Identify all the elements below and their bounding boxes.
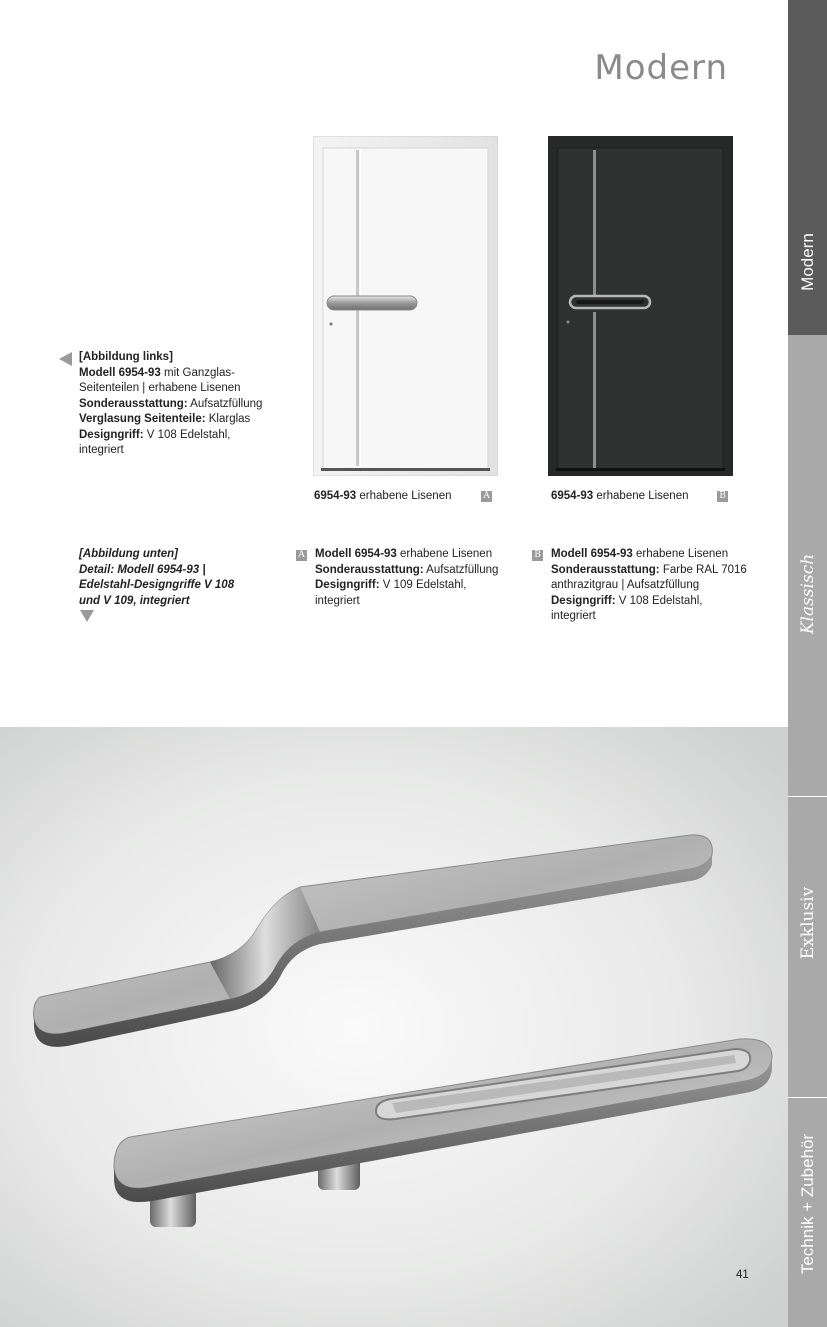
caption-heading: [Abbildung links] [79, 351, 173, 363]
door-b-caption-bold: 6954-93 [551, 490, 594, 502]
sidebar-tab-modern[interactable] [788, 0, 827, 335]
spec-a-extra-text: Aufsatzfüllung [423, 563, 499, 576]
sidebar-tab-label: Klassisch [797, 553, 818, 635]
sidebar-tab-label: Exklusiv [797, 886, 818, 960]
spec-b-model-label: Modell 6954-93 [551, 548, 633, 560]
arrow-left-icon [59, 352, 72, 366]
sidebar-tab-label: Technik + Zubehör [797, 1133, 817, 1275]
door-b-image [548, 136, 733, 476]
page-number: 41 [736, 1269, 749, 1281]
caption-handle-label: Designgriff: [79, 428, 144, 441]
caption-model-text: mit Ganzglas- [160, 366, 235, 379]
detail-caption-line: [Abbildung unten] [79, 548, 178, 560]
spec-a-model-text: erhabene Lisenen [396, 548, 493, 560]
page-title: Modern [594, 48, 728, 88]
door-a-caption [314, 489, 452, 505]
sidebar-tab-label: Modern [797, 233, 817, 291]
caption-line: Seitenteilen | erhabene Lisenen [79, 382, 241, 394]
spec-a-handle-text: V 109 Edelstahl, [379, 579, 467, 591]
spec-b-handle-text: V 108 Edelstahl, [615, 594, 703, 607]
spec-b-handle-label: Designgriff: [551, 594, 616, 607]
door-b-badge: B [717, 491, 728, 502]
spec-b-line: anthrazitgrau | Aufsatzfüllung [551, 579, 700, 591]
spec-b-badge: B [532, 550, 543, 561]
caption-glass-label: Verglasung Seitenteile: [79, 413, 206, 425]
caption-line: integriert [79, 444, 124, 456]
spec-b-extra-text: Farbe RAL 7016 [659, 563, 747, 576]
left-caption [79, 350, 269, 459]
spec-a-badge: A [296, 550, 307, 561]
detail-caption-line: Detail: Modell 6954-93 | [79, 563, 206, 576]
door-a-caption-bold: 6954-93 [314, 490, 357, 502]
detail-caption-line: und V 109, integriert [79, 594, 190, 607]
caption-handle-text: V 108 Edelstahl, [143, 428, 231, 441]
caption-glass-text: Klarglas [205, 413, 251, 425]
door-b-caption-text: erhabene Lisenen [593, 490, 689, 502]
door-a-caption-text: erhabene Lisenen [356, 490, 452, 502]
caption-model-label: Modell 6954-93 [79, 366, 161, 379]
spec-b-extra-label: Sonderausstattung: [551, 563, 660, 576]
door-b-caption [551, 489, 689, 505]
detail-caption [79, 547, 279, 609]
spec-b-model-text: erhabene Lisenen [632, 548, 729, 560]
detail-caption-line: Edelstahl-Designgriffe V 108 [79, 579, 235, 591]
door-a-badge: A [481, 491, 492, 502]
caption-extra-label: Sonderausstattung: [79, 397, 188, 410]
door-a-image [313, 136, 498, 476]
spec-a-handle-label: Designgriff: [315, 579, 380, 591]
handle-detail-photo [0, 727, 788, 1327]
spec-a-model-label: Modell 6954-93 [315, 548, 397, 560]
spec-a [315, 547, 515, 609]
sidebar-tab-klassisch[interactable] [788, 336, 827, 796]
caption-extra-text: Aufsatzfüllung [187, 397, 263, 410]
arrow-down-icon [80, 610, 94, 622]
spec-a-line: integriert [315, 594, 360, 607]
spec-b-line: integriert [551, 610, 596, 622]
spec-a-extra-label: Sonderausstattung: [315, 563, 424, 576]
sidebar-tab-technik[interactable] [788, 1098, 827, 1327]
spec-b [551, 547, 751, 625]
sidebar-tab-exklusiv[interactable] [788, 797, 827, 1097]
